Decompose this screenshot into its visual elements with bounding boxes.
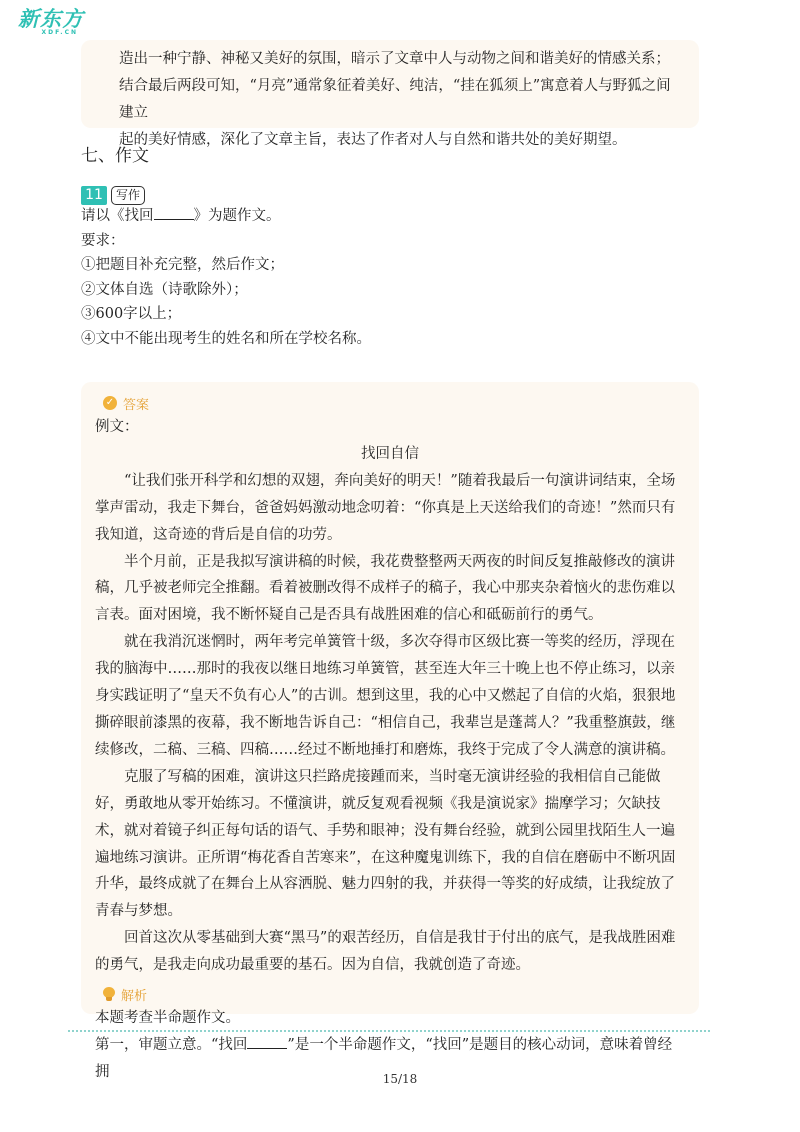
essay-paragraph: 回首这次从零基础到大赛“黑马”的艰苦经历，自信是我甘于付出的底气，是我战胜困难的勇气，是我走向成功最重要的基石。因为自信，我就创造了奇迹。: [95, 930, 676, 974]
answer-intro: 例文：: [95, 419, 139, 435]
lightbulb-icon: [103, 987, 115, 1001]
essay-paragraph: 就在我消沉迷惘时，两年考完单簧管十级，多次夺得市区级比赛一等奖的经历，浮现在我的脑海中……那时的我夜以继日地练习单簧管，甚至连大年三十晚上也不停止练习，以亲身实践证明了“皇天不负有心人”的古训。想到这里，我的心中又燃起了自信的火焰，狠狠地撕碎眼前漆黑的夜幕，我不断地告诉自己：“相信自己，我辈岂是蓬蒿人？”我重整旗鼓，继续修改，二稿、三稿、四稿……经过不断地捶打和磨炼，我终于完成了令人满意的演讲稿。: [95, 634, 676, 758]
answer-label: [103, 392, 685, 414]
prev-answer-line: 造出一种宁静、神秘又美好的氛围，暗示了文章中人与动物之间和谐美好的情感关系；: [119, 51, 670, 67]
essay-paragraph: 克服了写稿的困难，演讲这只拦路虎接踵而来，当时毫无演讲经验的我相信自己能做好，勇敢地从零开始练习。不懂演讲，就反复观看视频《我是演说家》揣摩学习；欠缺技术，就对着镜子纠正每句话的语气、手势和眼神；没有舞台经验，就到公园里找陌生人一遍遍地练习演讲。正所谓“梅花香自苦寒来”，在这种魔鬼训练下，我的自信在磨砺中不断巩固升华，最终成就了在舞台上从容洒脱、魅力四射的我，并获得一等奖的好成绩，让我绽放了青春与梦想。: [95, 768, 676, 920]
section-title: 七、作文: [81, 146, 149, 166]
question-prompt: [81, 204, 701, 229]
question-body: [81, 204, 701, 351]
analysis-label: [103, 983, 685, 1005]
logo-text: 新东方: [18, 7, 84, 31]
essay-title: 找回自信: [361, 445, 419, 462]
fill-blank: [154, 205, 194, 220]
dotted-divider: [68, 1030, 710, 1032]
question-number-badge: 11: [81, 186, 107, 205]
essay-paragraph: “让我们张开科学和幻想的双翅，奔向美好的明天！”随着我最后一句演讲词结束，全场掌声雷动，我走下舞台，爸爸妈妈激动地念叨着：“你真是上天送给我们的奇迹！”然而只有我知道，这奇迹的背后是自信的功劳。: [95, 472, 676, 543]
analysis-before: 第一，审题立意。“找回: [95, 1036, 248, 1053]
question-header: [81, 185, 145, 205]
brand-logo: [18, 8, 84, 36]
answer-label-text: 答案: [123, 397, 150, 413]
question-type-tag: 写作: [111, 186, 145, 205]
page-number: 15/18: [382, 1072, 418, 1086]
requirement-item: ④文中不能出现考生的姓名和所在学校名称。: [81, 330, 371, 347]
analysis-after: ”是一个半命题作文，“找回”是题目的核心动词，意味着曾经拥: [95, 1036, 673, 1080]
analysis-label-text: 解析: [121, 988, 148, 1004]
prompt-after: 》为题作文。: [193, 208, 281, 224]
prompt-before: 请以《找回: [81, 208, 154, 224]
analysis-line: 本题考查半命题作文。: [95, 1010, 240, 1027]
essay-paragraph: 半个月前，正是我拟写演讲稿的时候，我花费整整两天两夜的时间反复推敲修改的演讲稿，几乎被老师完全推翻。看着被删改得不成样子的稿子，我心中那夹杂着恼火的悲伤难以言表。面对困境，我不断怀疑自己是否具有战胜困难的信心和砥砺前行的勇气。: [95, 553, 675, 624]
fill-blank: [247, 1034, 287, 1049]
prev-answer-line: 起的美好情感，深化了文章主旨，表达了作者对人与自然和谐共处的美好期望。: [119, 132, 627, 148]
requirement-item: ②文体自选（诗歌除外）；: [81, 281, 248, 298]
prev-answer-line: 结合最后两段可知，“月亮”通常象征着美好、纯洁，“挂在狐须上”寓意着人与野狐之间建立: [119, 78, 671, 121]
requirement-item: ③600字以上；: [81, 306, 182, 322]
logo-subtext: XDF.CN: [41, 29, 78, 36]
requirement-item: ①把题目补充完整，然后作文；: [81, 257, 284, 273]
previous-answer-card: [81, 40, 699, 148]
check-icon: ✓: [103, 396, 117, 410]
requirements-title: 要求：: [81, 232, 125, 249]
